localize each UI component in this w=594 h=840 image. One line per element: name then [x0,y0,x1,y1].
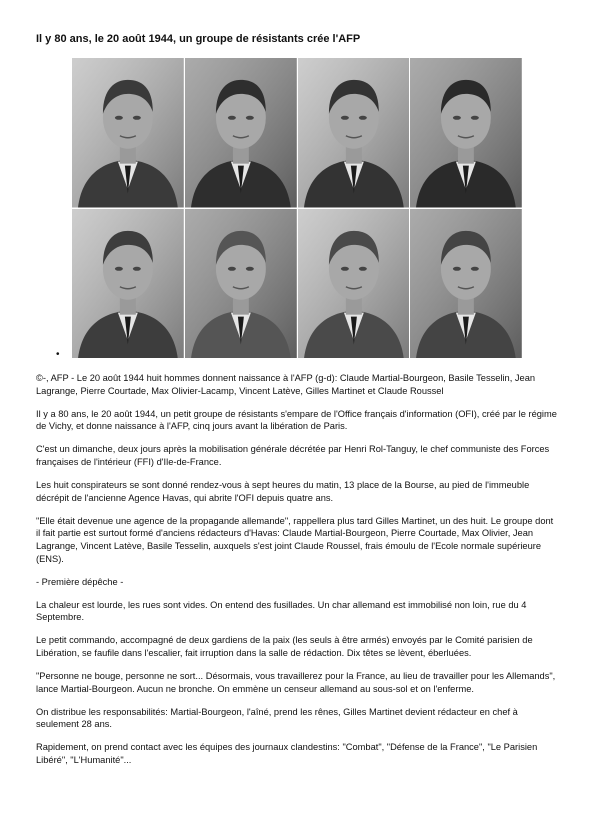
portrait-photo [185,58,297,208]
portrait-photo [298,209,410,359]
portrait-photo [72,58,184,208]
founders-photo-collage [72,58,522,358]
portrait-image [72,209,184,359]
paragraph: La chaleur est lourde, les rues sont vides. On entend des fusillades. Un char allemand est immobilisé non loin, rue du 4 Septembre. [36,599,527,623]
portrait-photo [72,209,184,359]
paragraph: Rapidement, on prend contact avec les équipes des journaux clandestins: "Combat", "Défense de la France", "Le Parisien Libéré", "L'Humanité"... [36,742,538,766]
portrait-image [185,209,297,359]
portrait-image [185,58,297,208]
photo-caption: ©-, AFP - Le 20 août 1944 huit hommes donnent naissance à l'AFP (g-d): Claude Martial-Bourgeon, Basile Tesselin, Jean Lagrange, Pierre Courtade, Max Olivier-Lacamp, Vincent Latève, Gilles Martinet et Claude Roussel [36,373,536,396]
portrait-image [410,58,522,208]
paragraph: Le petit commando, accompagné de deux gardiens de la paix (les seuls à être armés) envoyés par le Comité parisien de Libération, se faufile dans l'escalier, fait irruption dans la salle de rédaction. Dix têtes se lèvent, éberluées. [36,635,533,658]
article-body [36,372,558,777]
paragraph: C'est un dimanche, deux jours après la mobilisation générale décrétée par Henri Rol-Tanguy, le chef communiste des Forces françaises de l'intérieur (FFI) d'Ile-de-France. [36,444,550,467]
portrait-photo [298,58,410,208]
portrait-image [298,209,410,359]
paragraph: "Elle était devenue une agence de la propagande allemande", rappellera plus tard Gilles Martinet, un des huit. Le groupe dont il fait partie est surtout formé d'anciens rédacteurs d'Havas: Claude Martial-Bourgeon, Pierre Courtade, Max Olivier, Jean Lagrange, Vincent Latève, Basile Tesselin, auxquels s'est joint Claude Roussel, frais émoulu de l'Ecole normale supérieure (ENS). [36,515,554,564]
portrait-image [298,58,410,208]
paragraph: "Personne ne bouge, personne ne sort... Désormais, vous travaillerez pour la France, au lieu de travailler pour les Allemands", lance Martial-Bourgeon. Aucun ne bronche. On emmène un censeur allemand au sous-sol et on l'enferme. [36,671,556,694]
portrait-photo [410,209,522,359]
paragraph: Les huit conspirateurs se sont donné rendez-vous à sept heures du matin, 13 place de la Bourse, au pied de l'immeuble décrépit de l'ancienne Agence Havas, qui abrite l'OFI depuis quatre ans. [36,480,530,503]
portrait-photo [185,209,297,359]
portrait-photo [410,58,522,208]
portrait-image [410,209,522,359]
paragraph: On distribue les responsabilités: Martial-Bourgeon, l'aîné, prend les rênes, Gilles Martinet devient rédacteur en chef à seulement 28 ans. [36,706,518,730]
paragraph: Il y a 80 ans, le 20 août 1944, un petit groupe de résistants s'empare de l'Office français d'information (OFI), créé par le régime de Vichy, et donne naissance à l'AFP, cinq jours avant la libération de Paris. [36,408,557,432]
article-headline: Il y 80 ans, le 20 août 1944, un groupe de résistants crée l'AFP [36,33,361,45]
portrait-image [72,58,184,208]
list-bullet: • [56,349,60,360]
section-subheading: - Première dépêche - [36,576,124,587]
